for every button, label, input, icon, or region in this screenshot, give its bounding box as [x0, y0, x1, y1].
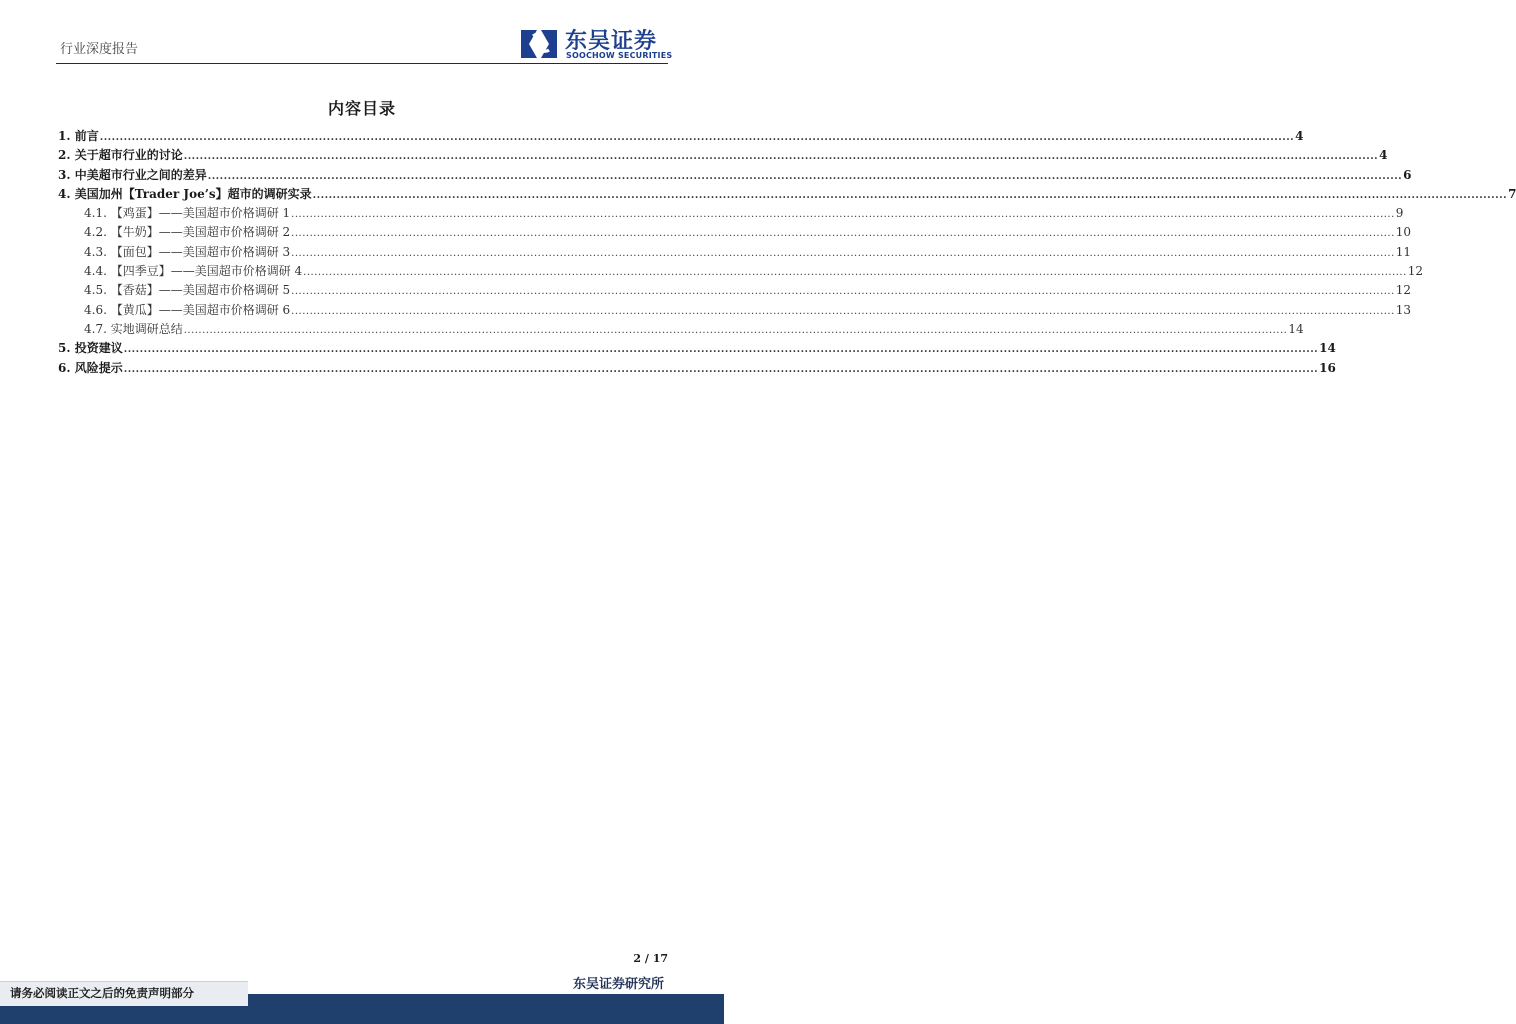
- toc-entry-title: 4.5. 【香菇】——美国超市价格调研 5: [84, 283, 291, 298]
- toc-entry-title: 4.4. 【四季豆】——美国超市价格调研 4: [84, 264, 303, 279]
- toc-entry[interactable]: [58, 185, 1516, 204]
- toc-leader-dots: ............................................................................................................................................................................................................................................................................................................: [207, 170, 1403, 182]
- toc-entry-title: 2. 关于超市行业的讨论: [58, 148, 183, 163]
- toc-leader-dots: ............................................................................................................................................................................................................................................................................................................: [312, 189, 1508, 201]
- soochow-logo-icon: [519, 26, 559, 62]
- toc-entry-title: 3. 中美超市行业之间的差异: [58, 167, 207, 182]
- toc-entry-page: 12: [1395, 283, 1412, 298]
- toc-entry-page: 12: [1407, 264, 1424, 279]
- toc-leader-dots: ............................................................................................................................................................................................................................................................................................................: [123, 344, 1319, 356]
- toc-entry-title: 6. 风险提示: [58, 360, 123, 375]
- toc-leader-dots: ............................................................................................................................................................................................................................................................................................................: [291, 247, 1395, 259]
- toc-leader-dots: ............................................................................................................................................................................................................................................................................................................: [291, 228, 1395, 240]
- toc-entry[interactable]: [58, 223, 1412, 242]
- toc-leader-dots: ............................................................................................................................................................................................................................................................................................................: [183, 324, 1288, 336]
- toc-entry[interactable]: [58, 127, 1304, 146]
- company-logo: [519, 26, 671, 62]
- toc-entry[interactable]: [58, 166, 1412, 185]
- toc-entry[interactable]: [58, 339, 1336, 358]
- toc-leader-dots: ............................................................................................................................................................................................................................................................................................................: [303, 267, 1407, 279]
- toc-entry-page: 10: [1395, 225, 1412, 240]
- toc-entry[interactable]: [58, 204, 1404, 223]
- toc-entry-page: 4: [1379, 148, 1388, 163]
- toc-entry-title: 4.6. 【黄瓜】——美国超市价格调研 6: [84, 302, 291, 317]
- toc-entry[interactable]: [58, 281, 1412, 300]
- toc-entry[interactable]: [58, 320, 1304, 339]
- footer-organization: 东吴证券研究所: [572, 977, 664, 992]
- logo-chinese-name: 东吴证券: [565, 29, 658, 54]
- toc-entry-title: 4.3. 【面包】——美国超市价格调研 3: [84, 244, 291, 259]
- toc-title: 内容目录: [327, 99, 396, 118]
- toc-entry-title: 4.2. 【牛奶】——美国超市价格调研 2: [84, 225, 291, 240]
- toc-entry[interactable]: [58, 243, 1412, 262]
- report-category: 行业深度报告: [60, 42, 139, 57]
- toc-entry[interactable]: [58, 359, 1336, 378]
- toc-entry-page: 4: [1295, 129, 1304, 143]
- toc-leader-dots: ............................................................................................................................................................................................................................................................................................................: [183, 151, 1379, 163]
- toc-entry[interactable]: [58, 301, 1412, 320]
- toc-entry[interactable]: [58, 146, 1388, 165]
- header-divider: [56, 63, 668, 64]
- toc-leader-dots: ............................................................................................................................................................................................................................................................................................................: [291, 209, 1395, 221]
- logo-english-name: SOOCHOW SECURITIES: [566, 51, 673, 60]
- toc-leader-dots: ............................................................................................................................................................................................................................................................................................................: [123, 363, 1319, 375]
- toc-entry-page: 9: [1395, 206, 1404, 221]
- toc-entry-title: 4.7. 实地调研总结: [84, 321, 183, 336]
- toc-entry-title: 4.1. 【鸡蛋】——美国超市价格调研 1: [84, 206, 291, 221]
- table-of-contents: [58, 127, 1516, 378]
- toc-entry-title: 5. 投资建议: [58, 341, 123, 356]
- toc-entry-page: 14: [1288, 321, 1304, 336]
- toc-entry-page: 11: [1395, 244, 1412, 259]
- toc-leader-dots: ............................................................................................................................................................................................................................................................................................................: [291, 305, 1395, 317]
- toc-entry-title: 1. 前言: [58, 129, 99, 143]
- toc-entry-page: 13: [1395, 302, 1412, 317]
- toc-entry-page: 7: [1508, 186, 1516, 201]
- toc-entry-title: 4. 美国加州【Trader Joe’s】超市的调研实录: [58, 186, 312, 201]
- toc-entry-page: 6: [1403, 167, 1412, 182]
- toc-leader-dots: ............................................................................................................................................................................................................................................................................................................: [99, 132, 1295, 143]
- toc-entry-page: 16: [1319, 360, 1336, 375]
- disclaimer-tab: [0, 981, 248, 1006]
- toc-entry-page: 14: [1319, 341, 1336, 356]
- toc-leader-dots: ............................................................................................................................................................................................................................................................................................................: [291, 286, 1395, 298]
- page-indicator: 2 / 17: [633, 952, 668, 965]
- toc-entry[interactable]: [58, 262, 1424, 281]
- disclaimer-text: 请务必阅读正文之后的免责声明部分: [10, 986, 194, 1000]
